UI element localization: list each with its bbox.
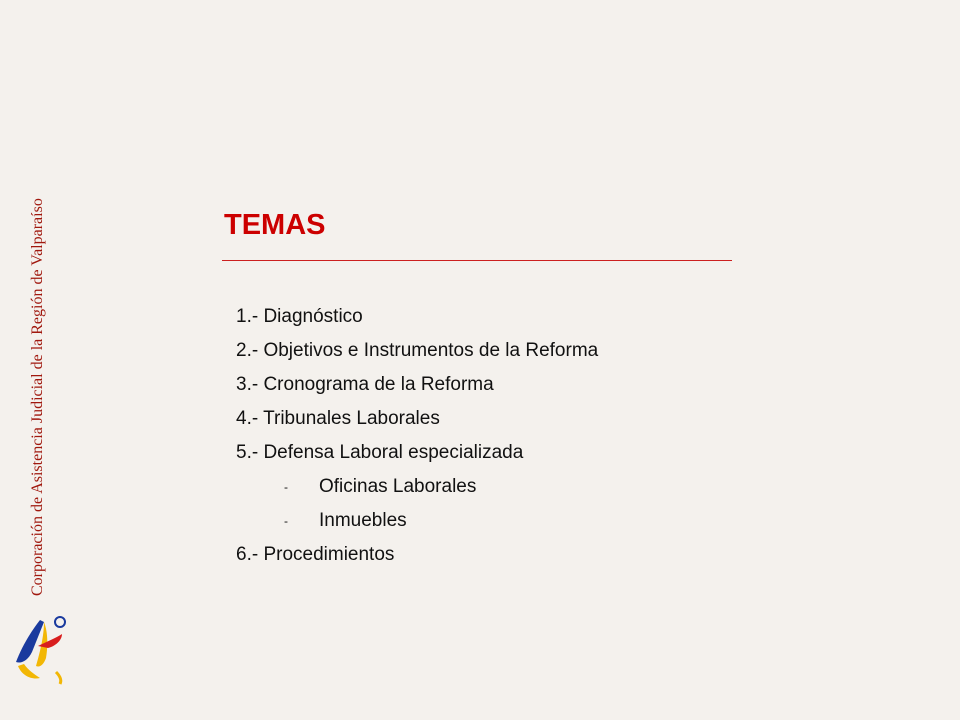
sub-bullet: - [284, 480, 288, 494]
topic-text: 6.- Procedimientos [236, 544, 395, 565]
sub-bullet: - [284, 514, 288, 528]
topic-item [236, 334, 598, 368]
topic-item [236, 368, 598, 402]
topic-item [236, 538, 598, 572]
topic-text: 2.- Objetivos e Instrumentos de la Reforma [236, 340, 599, 361]
topic-item [236, 436, 598, 470]
topic-text: 4.- Tribunales Laborales [236, 408, 440, 429]
topic-text: Inmuebles [319, 510, 407, 532]
topic-subitem [236, 504, 598, 538]
organization-caption: Corporación de Asistencia Judicial de la Región de Valparaíso [29, 198, 46, 596]
title-divider [222, 260, 732, 261]
caj-logo-icon [10, 612, 76, 686]
topic-subitem [236, 470, 598, 504]
topic-list [236, 300, 598, 572]
topic-item [236, 402, 598, 436]
topic-text: 1.- Diagnóstico [236, 306, 363, 327]
slide-title: TEMAS [224, 209, 326, 241]
topic-item [236, 300, 598, 334]
topic-text: Oficinas Laborales [319, 476, 477, 498]
topic-text: 3.- Cronograma de la Reforma [236, 374, 494, 395]
topic-text: 5.- Defensa Laboral especializada [236, 442, 524, 463]
